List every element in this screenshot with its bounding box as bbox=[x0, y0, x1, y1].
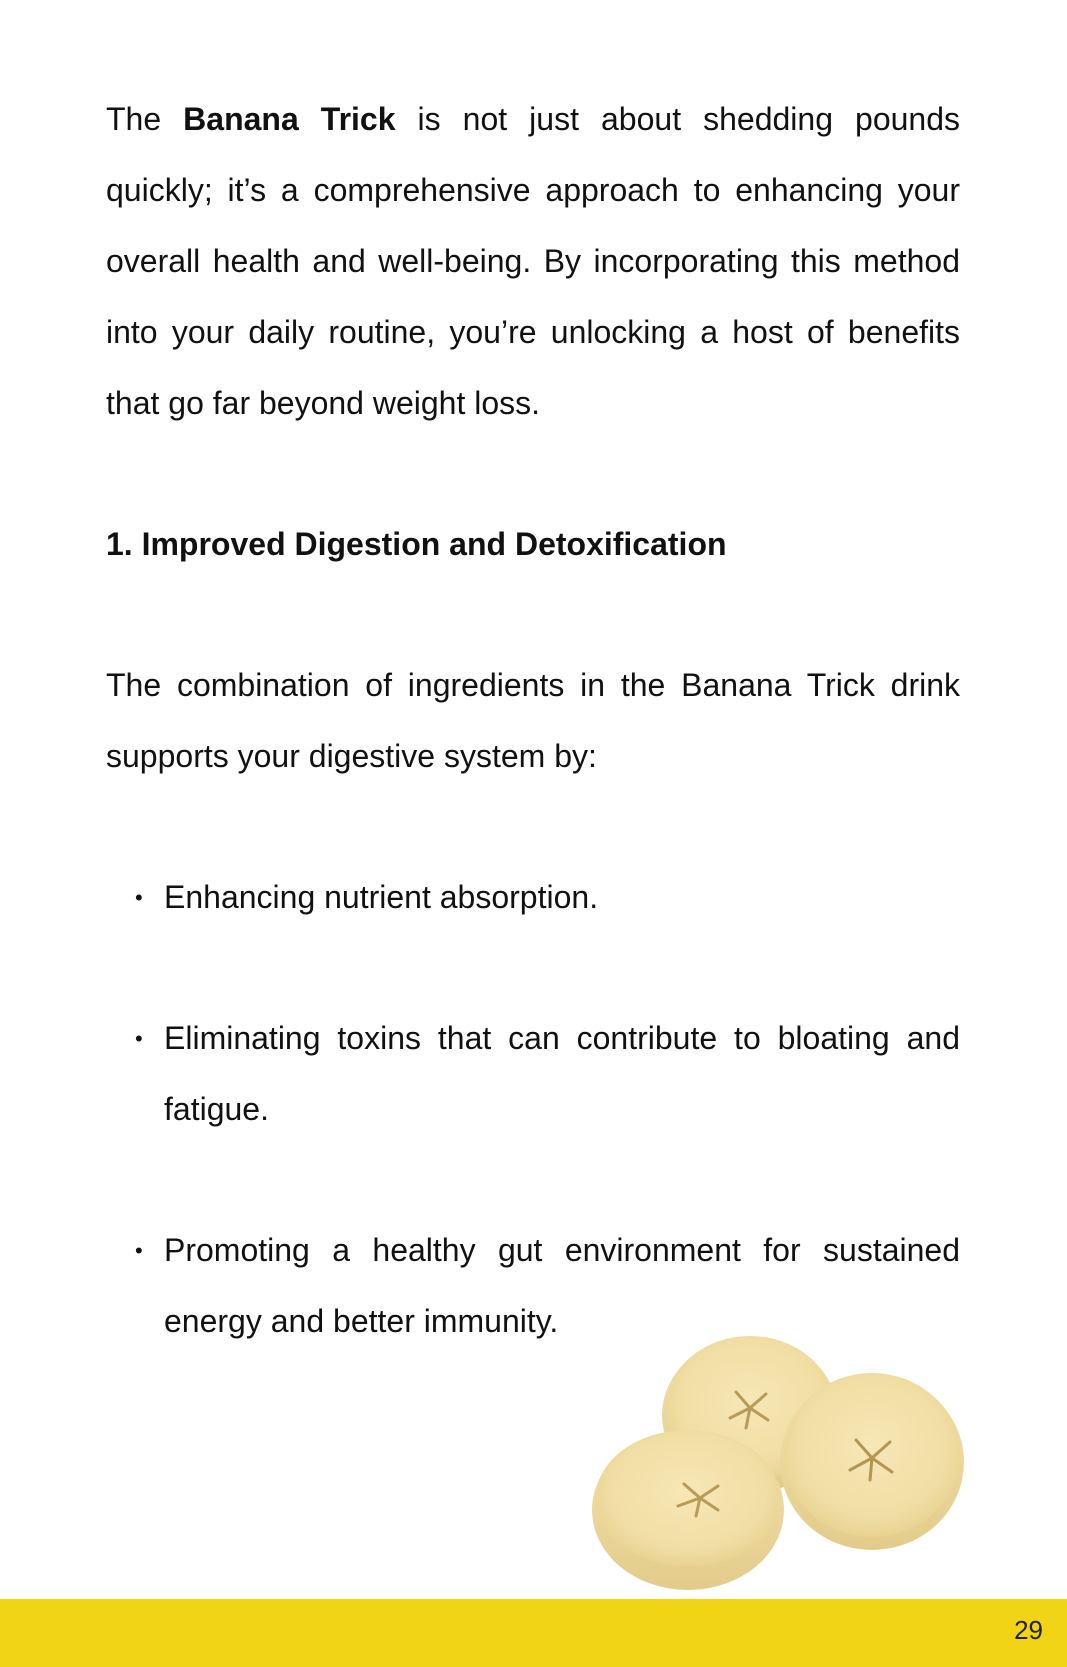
bullet-icon: • bbox=[135, 1026, 143, 1051]
page-number: 29 bbox=[1014, 1615, 1043, 1645]
list-item-text: Eliminating toxins that can contribute to bloating and fatigue. bbox=[164, 1020, 960, 1127]
intro-rest: is not just about shedding pounds quickly; it’s a comprehensive approach to enhancing your overall health and well-being. By incorporating this method into your daily routine, you’re unlocking a host of benefits that go far beyond weight loss. bbox=[106, 101, 961, 421]
banana-slice-right bbox=[780, 1373, 964, 1550]
list-item bbox=[106, 1003, 960, 1145]
footer-bar bbox=[0, 1599, 1067, 1667]
intro-paragraph bbox=[106, 84, 960, 439]
page-content bbox=[106, 84, 960, 1427]
banana-slice-front bbox=[592, 1430, 784, 1590]
section-heading: 1. Improved Digestion and Detoxification bbox=[106, 526, 727, 562]
bullet-list bbox=[106, 862, 960, 1357]
section-intro: The combination of ingredients in the Banana Trick drink supports your digestive system by: bbox=[106, 667, 960, 774]
banana-slices-image bbox=[590, 1310, 970, 1595]
list-item bbox=[106, 862, 960, 933]
list-item-text: Promoting a healthy gut environment for sustained energy and better immunity. bbox=[164, 1232, 960, 1339]
list-item-text: Enhancing nutrient absorption. bbox=[164, 879, 599, 915]
intro-lead: The bbox=[106, 101, 184, 137]
bullet-icon: • bbox=[135, 1238, 143, 1263]
bullet-icon: • bbox=[135, 885, 143, 910]
intro-bold-term: Banana Trick bbox=[183, 101, 396, 137]
